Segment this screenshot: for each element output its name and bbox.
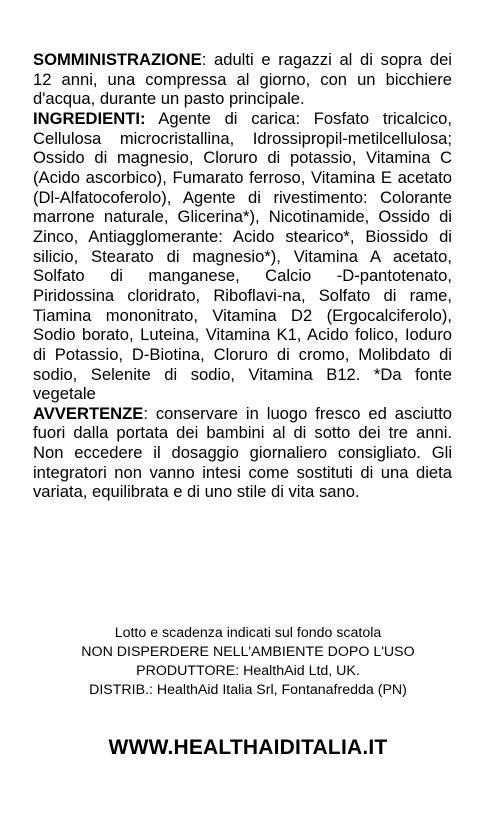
ingredienti-heading: INGREDIENTI:: [33, 108, 146, 128]
ingredienti-text: Agente di carica: Fosfato tricalcico, Cellulosa microcristallina, Idrossipropil-metilcellulosa; Ossido di magnesio, Cloruro di potassio, Vitamina C (Acido ascorbico), Fumarato ferroso, Vitamina E acetato (Dl-Alfatocoferolo), Agente di rivestimento: Colorante marrone naturale, Glicerina*), Nicotinamide, Ossido di Zinco, Antiagglomerante: Acido stearico*, Biossido di silicio, Stearato di magnesio*), Vitamina A acetato, Solfato di manganese, Calcio -D-pantotenato, Piridossina cloridrato, Riboflavi-na, Solfato di rame, Tiamina mononitrato, Vitamina D2 (Ergocalciferolo), Sodio borato, Luteina, Vitamina K1, Acido folico, Ioduro di Potassio, D-Biotina, Cloruro di cromo, Molibdato di sodio, Selenite di sodio, Vitamina B12. *Da fonte vegetale: [33, 108, 452, 404]
website-url: WWW.HEALTHAIDITALIA.IT: [108, 736, 388, 759]
somministrazione-heading: SOMMINISTRAZIONE: [33, 50, 202, 69]
disposal-warning: NON DISPERDERE NELL'AMBIENTE DOPO L'USO: [81, 644, 415, 660]
somministrazione-paragraph: [33, 50, 452, 109]
lotto-note: Lotto e scadenza indicati sul fondo scatola: [114, 625, 382, 641]
distributor-line: DISTRIB.: HealthAid Italia Srl, Fontanafredda (PN): [89, 682, 407, 698]
avvertenze-paragraph: [33, 404, 452, 502]
label-footer: [0, 624, 496, 700]
avvertenze-heading: AVVERTENZE: [33, 403, 144, 423]
label-body-text: [33, 50, 452, 502]
avvertenze-text: : conservare in luogo fresco ed asciutto fuori dalla portata dei bambini al di sotto dei tre anni. Non eccedere il dosaggio giornaliero consigliato. Gli integratori non vanno intesi come sostituti di una dieta variata, equilibrata e di uno stile di vita sano.: [33, 403, 452, 502]
ingredienti-paragraph: [33, 109, 452, 404]
producer-line: PRODUTTORE: HealthAid Ltd, UK.: [136, 663, 360, 679]
somministrazione-text: : adulti e ragazzi al di sopra dei 12 anni, una compressa al giorno, con un bicchiere d'acqua, durante un pasto principale.: [33, 50, 452, 109]
